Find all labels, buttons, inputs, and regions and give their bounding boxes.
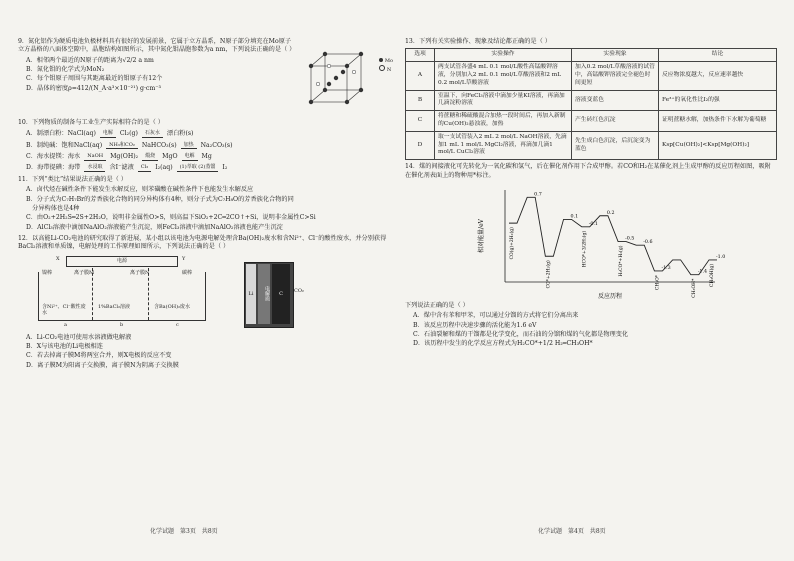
q14-option-d: D．该历程中发生的化学反应方程式为H₂CO*+1/2 H₂═CH₃OH* — [413, 340, 593, 348]
cell-conclusion: 反应物浓度越大，反应速率越快 — [659, 62, 777, 90]
data-label: -1.0 — [716, 254, 725, 260]
cell-option: A — [406, 62, 435, 90]
header-phenomenon: 实验现象 — [572, 49, 659, 62]
cell-phenomenon: 产生砖红色沉淀 — [572, 111, 659, 132]
question-14 — [405, 163, 777, 349]
chamber-label-a: a — [64, 321, 67, 328]
table-row — [406, 90, 777, 111]
cell-c-solution: 含Ba(OH)₂废水 — [154, 303, 191, 310]
header-option: 选项 — [406, 49, 435, 62]
table-row — [406, 62, 777, 90]
species-label: CH₃OH* — [691, 278, 697, 298]
q14-stem: 14．煤的间接液化可先转化为一氧化碳和氢气，后在催化剂作用下合成甲醇。若CO和H₂在某催化剂上生成甲醇的反应历程如图，吸附在催化剂表面上的物种用*标注。 — [405, 163, 771, 179]
reaction-arrow: 电解 — [100, 131, 116, 138]
reaction-arrow: 加热 — [181, 143, 197, 150]
chamber-label-b: b — [120, 321, 124, 328]
q10-stem: 10．下列物质的制备与工业生产实际相符合的是（ ） — [18, 119, 164, 126]
co2-label: CO₂ — [294, 287, 304, 294]
q10-option-a — [26, 130, 393, 138]
species-label: CH₃O* — [655, 274, 661, 291]
q12-option-c: C．若去掉离子膜M将两室合并，则X电极的反应不变 — [26, 352, 172, 360]
reaction-arrow: 电解 — [182, 154, 198, 161]
q11-option-c: C．由O₂+2H₂S═2S+2H₂O，说明非金属性O>S，则高温下SiO₂+2C═2CO↑+Si，说明非金属性C>Si — [26, 214, 316, 222]
header-operation: 实验操作 — [435, 49, 572, 62]
product: Na₂CO₃(s) — [200, 141, 233, 149]
product: 漂白粉(s) — [166, 130, 194, 138]
li-electrode: Li — [246, 264, 256, 324]
product: MgO — [162, 153, 178, 161]
q11-option-b-cont: 分异构体也是4种 — [26, 204, 80, 212]
table-header-row — [406, 49, 777, 62]
data-label: 0.2 — [606, 210, 615, 216]
q9-option-a: A．相邻两个最近的N原子的距离为√2/2 a nm — [26, 56, 154, 64]
cell-operation: 室温下，向FeCl₃溶液中滴加少量KI溶液，再滴加几滴淀粉溶液 — [435, 90, 572, 111]
reaction-arrow: (1)萃取 (2)蒸馏 — [177, 165, 219, 172]
reaction-arrow: 煅烧 — [142, 154, 158, 161]
q13-table — [405, 48, 777, 160]
q9-option-c: C．每个钼原子周围与其距离最近的钼原子有12个 — [26, 75, 163, 83]
cell-conclusion: Ksp[Cu(OH)₂]<Ksp[Mg(OH)₂] — [659, 131, 777, 159]
q12-option-d: D．离子膜M为阳离子交换膜，离子膜N为阴离子交换膜 — [26, 361, 179, 369]
cell-conclusion: Fe³⁺的氧化性比I₂的强 — [659, 90, 777, 111]
legend-n: N — [386, 66, 392, 73]
q11-option-a: A．卤代烃在碱性条件下能发生水解反应，则苯磺酸在碱性条件下也能发生水解反应 — [26, 186, 254, 194]
cell-option: B — [406, 90, 435, 111]
cell-phenomenon: 溶液变蓝色 — [572, 90, 659, 111]
cell-phenomenon: 加入0.2 mol/L草酸溶液的试管中，高锰酸钾溶液完全褪色时间更短 — [572, 62, 659, 90]
q14-question: 下列说法正确的是（ ） — [405, 302, 469, 310]
q10-option-c — [26, 153, 393, 161]
q14-option-a: A．煤中含有苯和甲苯，可以通过分馏的方式将它们分离出来 — [413, 312, 579, 320]
page-footer-right: 化学试题 第4页 共8页 — [538, 528, 606, 535]
data-label: -1.3 — [661, 265, 671, 271]
q12-option-b: B．X与该电池的Li电极相连 — [26, 343, 103, 351]
species-label: CH₃OH(g) — [710, 263, 715, 288]
product: Mg — [201, 153, 212, 161]
product: Cl₂(g) — [119, 130, 138, 138]
y-axis-label: 相对能量/eV — [478, 219, 485, 253]
cell-option: C — [406, 111, 435, 132]
q10-b-label: B．制纯碱：饱和NaCl(aq) — [26, 141, 103, 149]
cell-b-solution: 1%BaCl₂溶液 — [98, 303, 131, 310]
x-axis-label: 反应历程 — [597, 293, 623, 301]
q13-stem: 13．下列有关实验操作、现象及结论都正确的是（ ） — [405, 38, 551, 45]
left-page — [18, 38, 393, 373]
q12-option-a: A．Li-CO₂电池可使用水溶液做电解液 — [26, 333, 132, 341]
electrolyte-layer: 电解质 — [258, 264, 270, 324]
table-row — [406, 131, 777, 159]
product: Mg(OH)₂ — [110, 153, 139, 161]
product: I₂ — [222, 164, 228, 172]
question-9 — [18, 38, 393, 116]
membrane-m-label: 离子膜M — [74, 269, 95, 276]
cell-conclusion: 证明蔗糖水解，加热条件下水解为葡萄糖 — [659, 111, 777, 132]
membrane-n-label: 离子膜N — [130, 269, 150, 276]
page-footer-left: 化学试题 第3页 共8页 — [150, 528, 218, 535]
q10-a-label: A．制漂白粉：NaCl(aq) — [26, 130, 96, 138]
q12-stem: 12．以高能Li-CO₂电池的研究取得了新进展，某小组以该电池为电源电解处理含Ba(OH)₂废水和含Ni²⁺、Cl⁻的酸性废水，并分别获得BaCl₂溶液和单质镍，电解处理的工作原理如图所示，下列说法正确的是（ ） — [18, 234, 387, 251]
q11-option-b: B．分子式为C₇H₇Br的芳香族化合物的同分异构体有4种，则分子式为C₇H₈O的芳香族化合物的同 — [26, 195, 294, 203]
q9-option-b: B．氮化钼的化学式为MoN₂ — [26, 66, 105, 74]
question-10 — [18, 119, 393, 173]
data-label: -0.1 — [588, 221, 598, 227]
reaction-arrow: NH₃和CO₂ — [106, 143, 138, 150]
question-11 — [18, 176, 393, 232]
cell-phenomenon: 先生成白色沉淀，后沉淀变为蓝色 — [572, 131, 659, 159]
species-label: CO*+2H₂(g) — [546, 260, 552, 289]
data-label: 0.1 — [570, 214, 579, 220]
species-label: HCO*+3/2H₂(g) — [582, 230, 588, 268]
legend-mo: Mo — [384, 58, 393, 64]
q11-option-d: D．AlCl₃溶液中滴加NaAlO₂溶液能产生沉淀，则FeCl₃溶液中滴加NaAlO₂溶液也能产生沉淀 — [26, 223, 283, 231]
cell-operation: 取一支试管装入2 mL 2 mol/L NaOH溶液，先滴加1 mL 1 mol/L MgCl₂溶液，再滴加几滴1 mol/L CuCl₂溶液 — [435, 131, 572, 159]
data-label: 0.7 — [534, 192, 542, 198]
species-label: CO(g)+2H₂(g) — [510, 227, 515, 260]
data-label: -0.6 — [643, 240, 653, 246]
data-label: -1.4 — [697, 269, 708, 275]
q9-stem: 9．氮化铝作为硬质电池负极材料具有很好的发展前景，它属于立方晶系，N原子部分填充在Mo原子立方晶格的八面体空隙中，晶胞结构如图所示，其中氮化钼晶胞参数为a nm，下列说法正确的是（ ） — [18, 38, 296, 54]
table-row — [406, 111, 777, 132]
crystal-legend — [379, 58, 393, 116]
species-label: H₂CO*+H₂(g) — [619, 245, 625, 277]
chamber-label-c: c — [176, 321, 179, 328]
q10-option-b — [26, 142, 393, 150]
q14-option-b: B．该反应历程中决速步骤的活化能为1.6 eV — [413, 321, 537, 329]
header-conclusion: 结论 — [659, 49, 777, 62]
q9-option-d: D．晶体的密度ρ=412/(N_A·a³×10⁻²¹) g·cm⁻³ — [26, 84, 162, 92]
reaction-arrow: NaOH — [84, 154, 106, 161]
question-12 — [18, 235, 393, 370]
reaction-arrow: 石灰水 — [142, 131, 163, 138]
reaction-arrow: 水浸取 — [84, 165, 105, 172]
cell-option: D — [406, 131, 435, 159]
cell-operation: 两支试管各盛4 mL 0.1 mol/L酸性高锰酸钾溶液，分别加入2 mL 0.1 mol/L草酸溶液和2 mL 0.2 mol/L草酸溶液 — [435, 62, 572, 90]
electrode-x-label: X — [56, 255, 60, 262]
reaction-arrow: Cl₂ — [138, 165, 151, 172]
q14-option-c: C．石油裂解和煤的干馏都是化学变化，而石油的分馏和煤的气化都是物理变化 — [413, 331, 629, 339]
product: I₂(aq) — [155, 164, 173, 172]
product: 含I⁻滤液 — [109, 164, 134, 172]
power-source: 电源 — [66, 256, 178, 267]
q11-stem: 11．下列“类比”结果说法正确的是（ ） — [18, 175, 127, 183]
q10-c-label: C．海水提镁：海水 — [26, 153, 81, 161]
question-13 — [405, 38, 777, 160]
cell-a-solution: 含Ni²⁺、Cl⁻酸性废水 — [42, 303, 86, 317]
li-co2-battery-figure — [230, 254, 310, 332]
right-page — [405, 38, 777, 352]
energy-profile-chart — [475, 182, 725, 302]
graphite-electrode-label: 碳棒 — [182, 269, 193, 276]
data-label: -0.5 — [625, 236, 635, 242]
carbon-electrode: C — [272, 264, 290, 324]
q10-option-d — [26, 164, 393, 172]
product: NaHCO₃(s) — [141, 141, 177, 149]
electrode-y-label: Y — [182, 255, 186, 262]
q10-d-label: D．海带提碘：海带 — [26, 164, 81, 172]
cell-operation: 将蔗糖和稀硫酸混合加热一段时间后，再加入新制的Cu(OH)₂悬浊液，加热 — [435, 111, 572, 132]
crystal-cell-figure — [303, 46, 373, 116]
electrolysis-figure — [26, 254, 216, 332]
nickel-electrode-label: 镍棒 — [42, 269, 53, 276]
